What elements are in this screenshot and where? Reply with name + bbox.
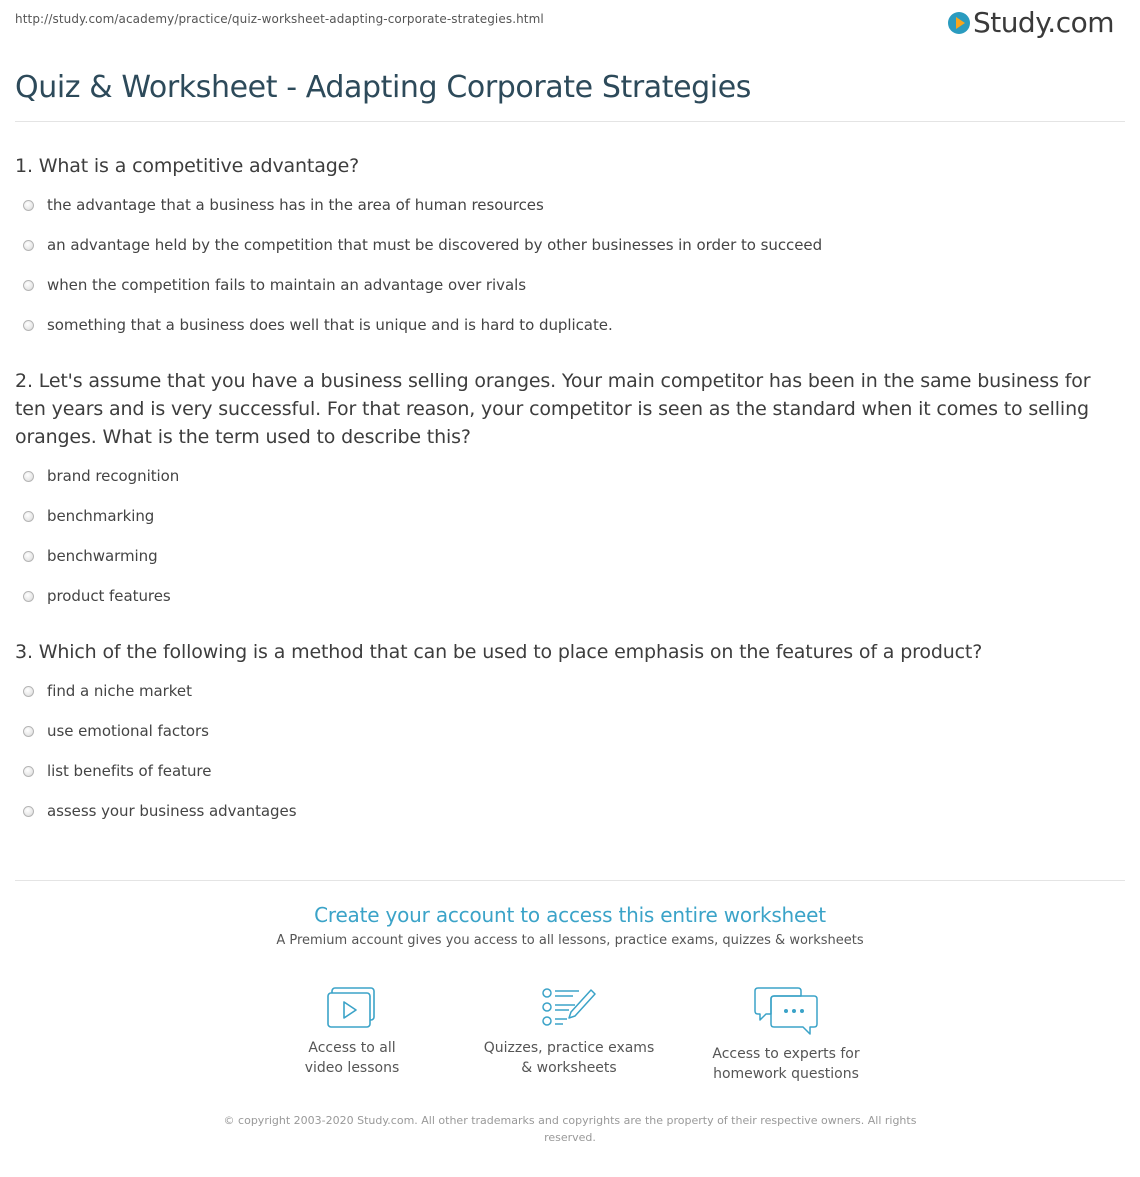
logo-text: Study.com	[972, 6, 1114, 39]
question-text: 3. Which of the following is a method that can be used to place emphasis on the features of a product?	[15, 641, 983, 663]
answer-option[interactable]	[15, 456, 1125, 496]
title-divider	[15, 121, 1125, 122]
option-label: brand recognition	[47, 467, 180, 485]
answer-option[interactable]	[15, 671, 1125, 711]
feature-video-lessons	[252, 986, 452, 1078]
radio-button[interactable]	[23, 726, 34, 737]
option-label: list benefits of feature	[47, 762, 212, 780]
answer-option[interactable]	[15, 751, 1125, 791]
answer-option[interactable]	[15, 265, 1125, 305]
option-label: an advantage held by the competition that must be discovered by other businesses in order to succeed	[47, 236, 823, 254]
radio-button[interactable]	[23, 766, 34, 777]
radio-button[interactable]	[23, 511, 34, 522]
feature-label-line: Access to experts for	[712, 1046, 860, 1062]
option-label: assess your business advantages	[47, 802, 297, 820]
option-label: when the competition fails to maintain an advantage over rivals	[47, 276, 527, 294]
cta-subtitle: A Premium account gives you access to all lessons, practice exams, quizzes & worksheets	[276, 933, 864, 948]
feature-experts	[686, 986, 886, 1084]
question-text: 1. What is a competitive advantage?	[15, 155, 360, 177]
answer-option[interactable]	[15, 791, 1125, 831]
cta-divider	[15, 880, 1125, 881]
option-label: benchwarming	[47, 547, 158, 565]
question-1	[15, 152, 1125, 345]
feature-label	[252, 1038, 452, 1078]
answer-option[interactable]	[15, 496, 1125, 536]
answer-option[interactable]	[15, 536, 1125, 576]
copyright-notice: © copyright 2003-2020 Study.com. All other trademarks and copyrights are the property of their respective owners. All rights reserved.	[223, 1114, 917, 1144]
radio-button[interactable]	[23, 806, 34, 817]
video-lesson-icon	[326, 986, 378, 1030]
option-label: benchmarking	[47, 507, 155, 525]
radio-button[interactable]	[23, 471, 34, 482]
answer-option[interactable]	[15, 711, 1125, 751]
page-url: http://study.com/academy/practice/quiz-worksheet-adapting-corporate-strategies.html	[15, 12, 544, 26]
answer-option[interactable]	[15, 225, 1125, 265]
option-label: product features	[47, 587, 171, 605]
question-3	[15, 638, 1125, 831]
radio-button[interactable]	[23, 320, 34, 331]
feature-label	[469, 1038, 669, 1078]
option-label: find a niche market	[47, 682, 192, 700]
page-title: Quiz & Worksheet - Adapting Corporate Strategies	[15, 70, 752, 105]
feature-label-line: & worksheets	[521, 1060, 617, 1076]
question-list	[15, 152, 1125, 853]
chat-bubbles-icon	[754, 986, 818, 1036]
study-logo[interactable]	[948, 7, 1114, 39]
feature-label-line: Quizzes, practice exams	[483, 1040, 655, 1056]
radio-button[interactable]	[23, 686, 34, 697]
answer-option[interactable]	[15, 185, 1125, 225]
answer-option[interactable]	[15, 305, 1125, 345]
premium-cta	[15, 903, 1125, 948]
radio-button[interactable]	[23, 551, 34, 562]
radio-button[interactable]	[23, 240, 34, 251]
radio-button[interactable]	[23, 591, 34, 602]
feature-quizzes	[469, 986, 669, 1078]
feature-label-line: video lessons	[304, 1060, 400, 1076]
feature-label-line: Access to all	[308, 1040, 396, 1056]
question-2	[15, 367, 1125, 616]
cta-title-link[interactable]: Create your account to access this entire worksheet	[314, 903, 826, 927]
option-label: something that a business does well that is unique and is hard to duplicate.	[47, 316, 613, 334]
play-circle-logo-icon	[948, 12, 970, 34]
option-label: use emotional factors	[47, 722, 209, 740]
question-text: 2. Let's assume that you have a business selling oranges. Your main competitor has been in the same business for ten years and is very successful. For that reason, your competitor is seen as the standard when it comes to selling oranges. What is the term used to describe this?	[15, 370, 1091, 448]
radio-button[interactable]	[23, 200, 34, 211]
radio-button[interactable]	[23, 280, 34, 291]
option-label: the advantage that a business has in the area of human resources	[47, 196, 544, 214]
quiz-checklist-icon	[541, 986, 597, 1030]
feature-label	[686, 1044, 886, 1084]
feature-label-line: homework questions	[713, 1066, 859, 1082]
answer-option[interactable]	[15, 576, 1125, 616]
